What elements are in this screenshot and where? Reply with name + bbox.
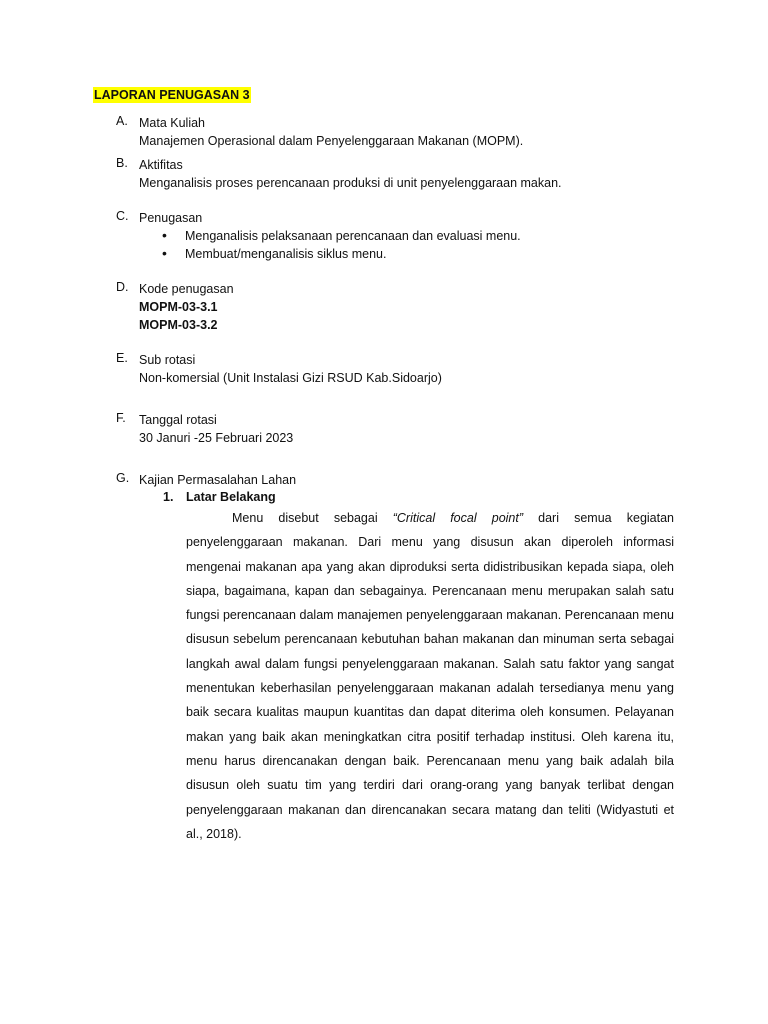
- section-a-letter: A.: [116, 114, 128, 128]
- section-b-letter: B.: [116, 156, 128, 170]
- section-b-heading: Aktifitas: [139, 158, 183, 172]
- section-c-letter: C.: [116, 209, 129, 223]
- subsection-1-heading: Latar Belakang: [186, 490, 276, 504]
- section-c-bullet-item: • Menganalisis pelaksanaan perencanaan dan evaluasi menu.: [139, 227, 679, 245]
- section-d-code: MOPM-03-3.1: [139, 300, 218, 314]
- section-c-heading: Penugasan: [139, 211, 203, 225]
- section-g-heading: Kajian Permasalahan Lahan: [139, 473, 297, 487]
- section-e-letter: E.: [116, 351, 128, 365]
- section-g-letter: G.: [116, 471, 130, 485]
- section-a-heading: Mata Kuliah: [139, 116, 206, 130]
- section-f-heading: Tanggal rotasi: [139, 413, 217, 427]
- subsection-1-number: 1.: [163, 490, 174, 504]
- section-b-text: Menganalisis proses perencanaan produksi di unit penyelenggaraan makan.: [139, 176, 562, 190]
- report-title-text: LAPORAN PENUGASAN 3: [94, 88, 250, 102]
- paragraph-text-start: Menu disebut sebagai: [232, 511, 393, 525]
- report-title: [93, 87, 251, 103]
- section-e-heading: Sub rotasi: [139, 353, 196, 367]
- paragraph-text-rest: dari semua kegiatan penyelenggaraan makanan. Dari menu yang disusun akan diperoleh informasi mengenai makanan apa yang akan diproduksi serta didistribusikan kepada siapa, oleh siapa, bagaimana, kapan dan sebagainya. Perencanaan menu merupakan salah satu fungsi perencanaan dalam manajemen penyelenggaraan makanan. Perencanaan menu disusun sebelum perencanaan kebutuhan bahan makanan dan minuman serta sebagai langkah awal dalam fungsi penyelenggaraan makanan. Salah satu faktor yang sangat menentukan keberhasilan penyelenggaraan makanan adalah tersedianya menu yang baik secara kualitas maupun kuantitas dan dapat diterima oleh konsumen. Pelayanan makan yang baik akan meningkatkan citra positif terhadap institusi. Oleh karena itu, menu harus direncanakan dengan baik. Perencanaan menu yang baik adalah bila disusun oleh suatu tim yang terdiri dari orang-orang yang banyak terlibat dengan penyelenggaraan makanan dan direncanakan secara matang dan teliti (Widyastuti et al., 2018).: [186, 511, 675, 841]
- paragraph-quote: “Critical focal point”: [392, 511, 524, 525]
- section-d-code: MOPM-03-3.2: [139, 318, 218, 332]
- section-d-letter: D.: [116, 280, 129, 294]
- section-f-letter: F.: [116, 411, 126, 425]
- section-c-bullet-item: • Membuat/menganalisis siklus menu.: [139, 245, 679, 263]
- background-paragraph: [186, 506, 674, 846]
- section-d-heading: Kode penugasan: [139, 282, 234, 296]
- section-e-text: Non-komersial (Unit Instalasi Gizi RSUD Kab.Sidoarjo): [139, 371, 442, 385]
- section-f-text: 30 Januri -25 Februari 2023: [139, 431, 294, 445]
- section-a-text: Manajemen Operasional dalam Penyelenggaraan Makanan (MOPM).: [139, 134, 524, 148]
